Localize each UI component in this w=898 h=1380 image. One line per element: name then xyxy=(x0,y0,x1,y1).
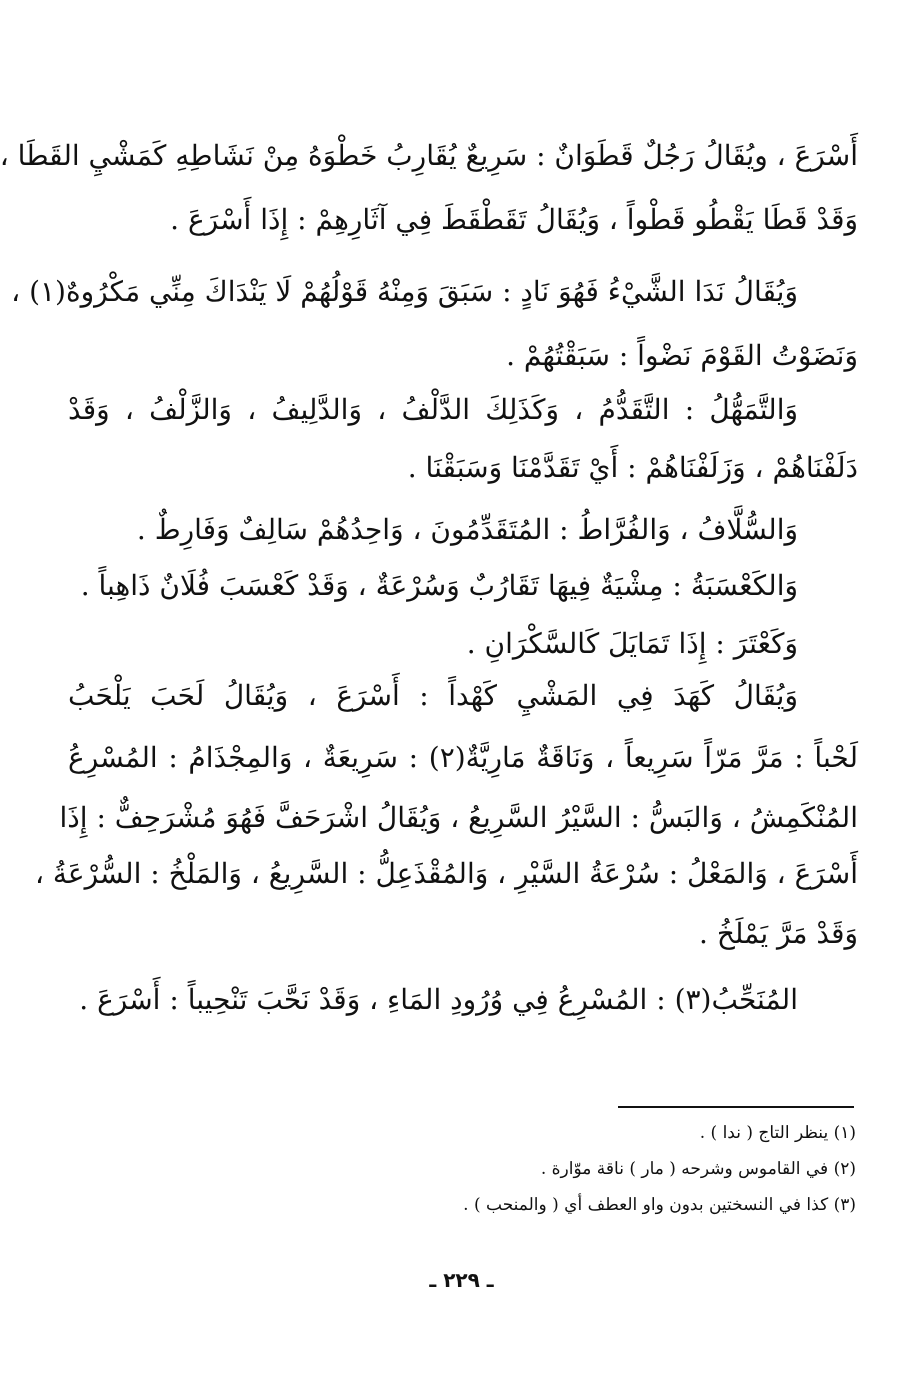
text-line-13: أَسْرَعَ ، وَالمَعْلُ : سُرْعَةُ السَّيْرِ ، وَالمُقْذَعِلُّ : السَّرِيعُ ، وَالمَلْخُ : السُّرْعَةُ ، xyxy=(34,857,858,890)
text-line-7: وَالسُّلَّافُ ، وَالفُرَّاطُ : المُتَقَدِّمُونَ ، وَاحِدُهُمْ سَالِفٌ وَفَارِطٌ . xyxy=(136,513,798,546)
text-line-6: دَلَفْنَاهُمْ ، وَزَلَفْنَاهُمْ : أَيْ تَقَدَّمْنَا وَسَبَقْنَا . xyxy=(407,451,858,484)
text-line-8: وَالكَعْسَبَةُ : مِشْيَةٌ فِيهَا تَقَارُبٌ وَسُرْعَةٌ ، وَقَدْ كَعْسَبَ فُلَانٌ ذَاهِباً . xyxy=(80,569,798,602)
page-number: ـ ٢٢٩ ـ xyxy=(429,1268,494,1292)
text-line-1: أَسْرَعَ ، ويُقَالُ رَجُلٌ قَطَوَانٌ : سَرِيعٌ يُقَارِبُ خَطْوَهُ مِنْ نَشَاطِهِ كَمَشْيِ القَطَا ، xyxy=(0,139,858,172)
footnote-2: (٢) في القاموس وشرحه ( مار ) ناقة موّارة . xyxy=(540,1159,856,1179)
text-line-4: وَنَضَوْتُ القَوْمَ نَضْواً : سَبَقْتُهُمْ . xyxy=(506,339,858,372)
footnote-3: (٣) كذا في النسختين بدون واو العطف أي ( والمنحب ) . xyxy=(463,1195,856,1215)
footnote-1: (١) ينظر التاج ( ندا ) . xyxy=(699,1123,856,1143)
text-line-2: وَقَدْ قَطَا يَقْطُو قَطْواً ، وَيُقَالُ تَقَطْقَطَ فِي آثَارِهِمْ : إِذَا أَسْرَعَ . xyxy=(170,203,858,236)
text-line-15: المُنَحِّبُ(٣) : المُسْرِعُ فِي وُرُودِ المَاءِ ، وَقَدْ نَحَّبَ تَنْحِيباً : أَسْرَعَ . xyxy=(79,983,798,1016)
text-line-11: لَحْباً : مَرَّ مَرّاً سَرِيعاً ، وَنَاقَةٌ مَارِيَّةٌ(٢) : سَرِيعَةٌ ، وَالمِجْذَامُ : المُسْرِعُ xyxy=(68,741,858,774)
footnote-separator xyxy=(618,1106,854,1108)
text-line-9: وَكَعْتَرَ : إِذَا تَمَايَلَ كَالسَّكْرَانِ . xyxy=(466,627,798,660)
text-line-5: وَالتَّمَهُّلُ : التَّقَدُّمُ ، وَكَذَلِكَ الدَّلْفُ ، وَالدَّلِيفُ ، وَالزَّلْفُ ، وَقَدْ xyxy=(68,393,798,426)
text-line-12: المُنْكَمِشُ ، وَالبَسُّ : السَّيْرُ السَّرِيعُ ، وَيُقَالُ اشْرَحَفَّ فَهُوَ مُشْرَحِفٌّ : إِذَا xyxy=(59,801,858,834)
text-line-3: وَيُقَالُ نَدَا الشَّيْءُ فَهُوَ نَادٍ : سَبَقَ وَمِنْهُ قَوْلُهُمْ لَا يَنْدَاكَ مِنِّي مَكْرُوهٌ(١) ، xyxy=(11,275,798,308)
text-line-10: وَيُقَالُ كَهَدَ فِي المَشْيِ كَهْداً : أَسْرَعَ ، وَيُقَالُ لَحَبَ يَلْحَبُ xyxy=(68,679,798,712)
text-line-14: وَقَدْ مَرَّ يَمْلَخُ . xyxy=(699,917,858,950)
